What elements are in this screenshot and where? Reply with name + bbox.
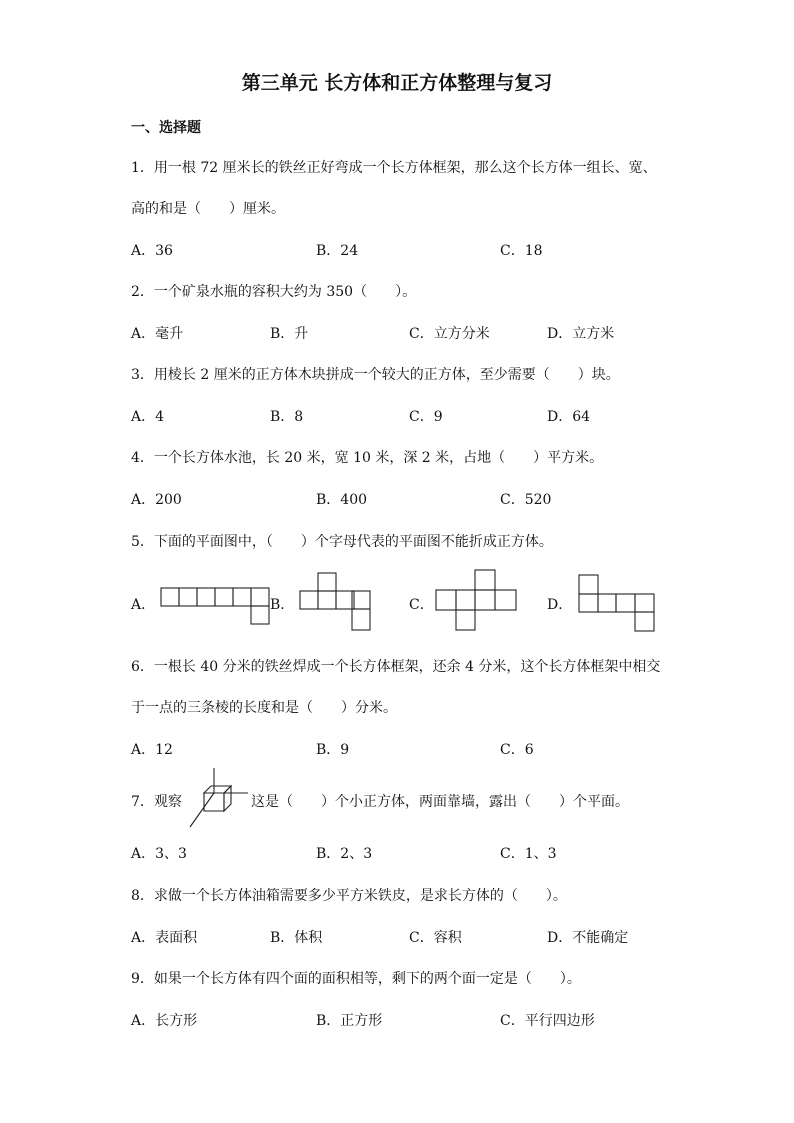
question-6-line-2: 于一点的三条棱的长度和是（ ）分米。 xyxy=(131,700,397,716)
question-5: 5．下面的平面图中，（ ）个字母代表的平面图不能折成正方体。 xyxy=(131,534,553,550)
question-3: 3．用棱长 2 厘米的正方体木块拼成一个较大的正方体，至少需要（ ）块。 xyxy=(131,367,620,383)
q9-option-a[interactable]: A．长方形 xyxy=(131,1013,198,1029)
q2-option-b[interactable]: B．升 xyxy=(270,326,309,342)
q2-option-a[interactable]: A．毫升 xyxy=(131,326,184,342)
q3-option-d[interactable]: D．64 xyxy=(547,409,591,425)
corner-cube-figure xyxy=(188,767,250,829)
q9-option-c[interactable]: C．平行四边形 xyxy=(500,1013,595,1029)
question-4: 4．一个长方体水池，长 20 米，宽 10 米，深 2 米，占地（ ）平方米。 xyxy=(131,450,604,466)
q8-option-b[interactable]: B．体积 xyxy=(270,930,323,946)
q6-option-b[interactable]: B．9 xyxy=(316,742,350,758)
q7-option-a[interactable]: A．3、3 xyxy=(131,846,187,862)
q5-option-d[interactable]: D． xyxy=(547,597,573,613)
q1-option-b[interactable]: B．24 xyxy=(316,243,359,259)
question-1-line-2: 高的和是（ ）厘米。 xyxy=(131,201,285,217)
question-1-line-1: 1．用一根 72 厘米长的铁丝正好弯成一个长方体框架，那么这个长方体一组长、宽、 xyxy=(131,160,657,176)
q2-option-d[interactable]: D．立方米 xyxy=(547,326,615,342)
q5-net-c xyxy=(436,569,522,633)
question-9: 9．如果一个长方体有四个面的面积相等，剩下的两个面一定是（ ）。 xyxy=(131,971,581,987)
q4-option-c[interactable]: C．520 xyxy=(500,492,552,508)
q2-option-c[interactable]: C．立方分米 xyxy=(409,326,490,342)
question-7: 这是（ ）个小正方体，两面靠墙，露出（ ）个平面。 xyxy=(251,794,629,810)
q7-option-b[interactable]: B．2、3 xyxy=(316,846,373,862)
page-title: 第三单元 长方体和正方体整理与复习 xyxy=(241,72,553,94)
q3-option-c[interactable]: C．9 xyxy=(409,409,443,425)
question-6-line-1: 6．一根长 40 分米的铁丝焊成一个长方体框架，还余 4 分米，这个长方体框架中相交 xyxy=(131,659,661,675)
q5-net-b xyxy=(300,572,372,634)
q8-option-c[interactable]: C．容积 xyxy=(409,930,462,946)
q5-option-a[interactable]: A． xyxy=(131,597,156,613)
q8-option-d[interactable]: D．不能确定 xyxy=(547,930,629,946)
q4-option-a[interactable]: A．200 xyxy=(131,492,182,508)
question-8: 8．求做一个长方体油箱需要多少平方米铁皮，是求长方体的（ ）。 xyxy=(131,888,567,904)
q8-option-a[interactable]: A．表面积 xyxy=(131,930,198,946)
question-2: 2．一个矿泉水瓶的容积大约为 350（ ）。 xyxy=(131,284,417,300)
q5-option-c[interactable]: C． xyxy=(409,597,434,613)
q7-option-c[interactable]: C．1、3 xyxy=(500,846,557,862)
q4-option-b[interactable]: B．400 xyxy=(316,492,368,508)
q6-option-a[interactable]: A．12 xyxy=(131,742,173,758)
q3-option-a[interactable]: A．4 xyxy=(131,409,165,425)
q3-option-b[interactable]: B．8 xyxy=(270,409,304,425)
section-heading: 一、选择题 xyxy=(131,120,201,136)
q5-net-d xyxy=(578,574,658,634)
q5-option-b[interactable]: B． xyxy=(270,597,295,613)
q1-option-c[interactable]: C．18 xyxy=(500,243,543,259)
q9-option-b[interactable]: B．正方形 xyxy=(316,1013,383,1029)
q1-option-a[interactable]: A．36 xyxy=(131,243,173,259)
q6-option-c[interactable]: C．6 xyxy=(500,742,534,758)
question-7-label: 7．观察 xyxy=(131,794,182,810)
q5-net-a xyxy=(160,587,272,631)
